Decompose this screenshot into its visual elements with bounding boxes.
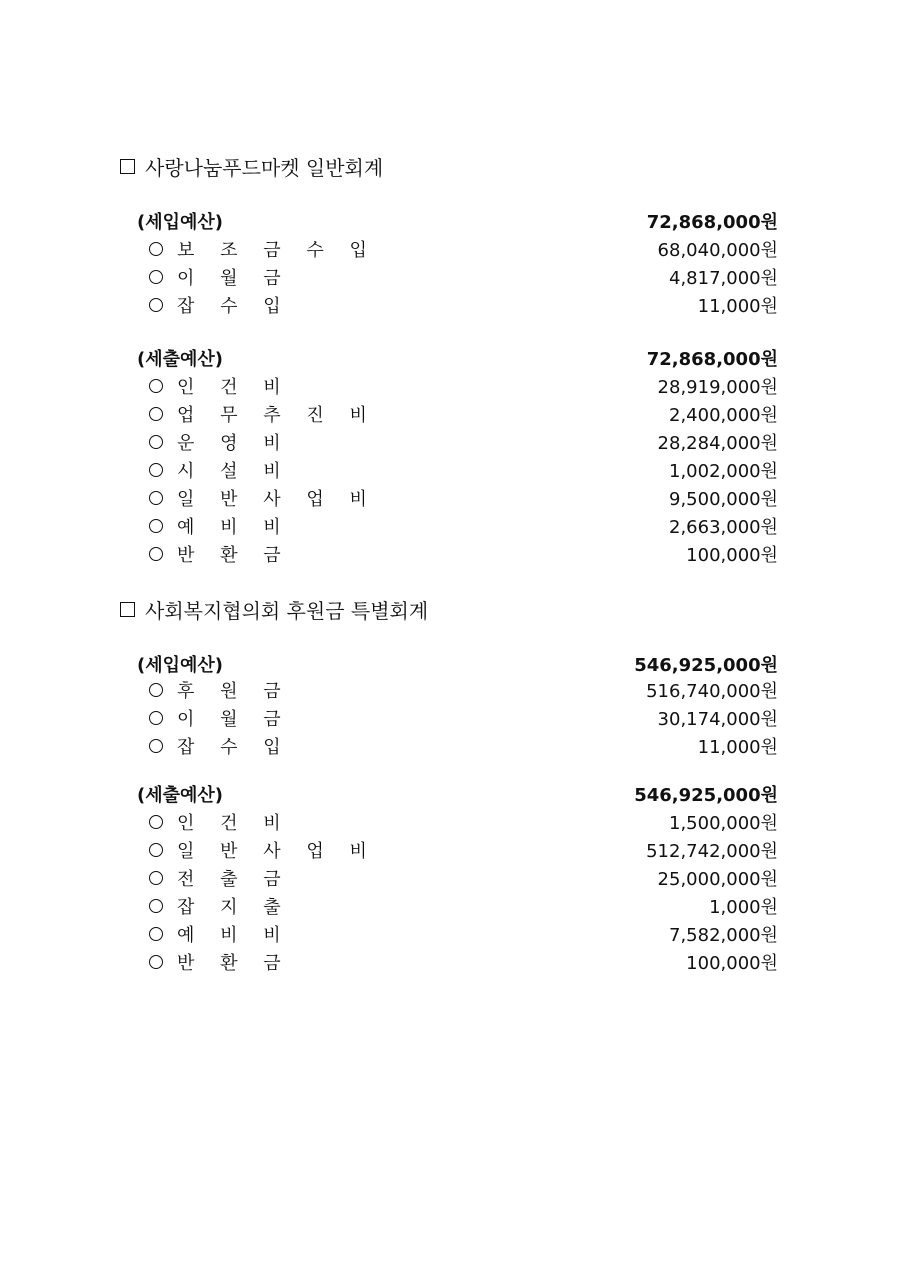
item-amount: 25,000,000원: [657, 869, 778, 890]
circle-bullet-icon: [149, 407, 163, 421]
item-label: 일 반 사 업 비: [177, 841, 377, 862]
item-label: 보 조 금 수 입: [177, 240, 377, 261]
item-amount: 1,002,000원: [669, 461, 778, 482]
item-label: 인 건 비: [177, 377, 291, 398]
item-label: 시 설 비: [177, 461, 291, 482]
item-label: 이 월 금: [177, 709, 291, 730]
circle-bullet-icon: [149, 379, 163, 393]
circle-bullet-icon: [149, 270, 163, 284]
circle-bullet-icon: [149, 899, 163, 913]
expense-total: 72,868,000원: [646, 349, 778, 370]
list-item: [0, 674, 900, 702]
circle-bullet-icon: [149, 298, 163, 312]
section-title-text: 사회복지협의회 후원금 특별회계: [145, 598, 429, 623]
section-title-text: 사랑나눔푸드마켓 일반회계: [145, 155, 384, 180]
expense-header: [0, 778, 900, 806]
list-item: [0, 370, 900, 398]
item-amount: 516,740,000원: [646, 681, 778, 702]
item-amount: 1,500,000원: [669, 813, 778, 834]
circle-bullet-icon: [149, 491, 163, 505]
income-total: 72,868,000원: [646, 212, 778, 233]
item-label: 운 영 비: [177, 433, 291, 454]
item-amount: 68,040,000원: [657, 240, 778, 261]
circle-bullet-icon: [149, 871, 163, 885]
item-amount: 1,000원: [709, 897, 778, 918]
item-label: 전 출 금: [177, 869, 291, 890]
item-amount: 9,500,000원: [669, 489, 778, 510]
list-item: [0, 730, 900, 758]
list-item: [0, 538, 900, 566]
list-item: [0, 834, 900, 862]
item-label: 예 비 비: [177, 925, 291, 946]
item-amount: 28,919,000원: [657, 377, 778, 398]
circle-bullet-icon: [149, 435, 163, 449]
circle-bullet-icon: [149, 683, 163, 697]
list-item: [0, 398, 900, 426]
checkbox-icon: [120, 602, 135, 617]
list-item: [0, 862, 900, 890]
item-amount: 11,000원: [697, 737, 778, 758]
item-label: 이 월 금: [177, 268, 291, 289]
list-item: [0, 261, 900, 289]
list-item: [0, 454, 900, 482]
income-label: (세입예산): [137, 655, 224, 676]
list-item: [0, 918, 900, 946]
circle-bullet-icon: [149, 242, 163, 256]
item-label: 잡 지 출: [177, 897, 291, 918]
item-amount: 2,400,000원: [669, 405, 778, 426]
circle-bullet-icon: [149, 711, 163, 725]
item-amount: 4,817,000원: [669, 268, 778, 289]
list-item: [0, 233, 900, 261]
expense-header: [0, 342, 900, 370]
income-header: [0, 205, 900, 233]
list-item: [0, 890, 900, 918]
list-item: [0, 289, 900, 317]
circle-bullet-icon: [149, 547, 163, 561]
list-item: [0, 510, 900, 538]
section-title: [120, 153, 383, 179]
item-label: 반 환 금: [177, 545, 291, 566]
item-label: 인 건 비: [177, 813, 291, 834]
item-amount: 28,284,000원: [657, 433, 778, 454]
circle-bullet-icon: [149, 955, 163, 969]
item-amount: 30,174,000원: [657, 709, 778, 730]
list-item: [0, 806, 900, 834]
circle-bullet-icon: [149, 927, 163, 941]
item-label: 반 환 금: [177, 953, 291, 974]
circle-bullet-icon: [149, 739, 163, 753]
item-label: 일 반 사 업 비: [177, 489, 377, 510]
circle-bullet-icon: [149, 843, 163, 857]
circle-bullet-icon: [149, 519, 163, 533]
list-item: [0, 426, 900, 454]
expense-label: (세출예산): [137, 349, 224, 370]
item-label: 예 비 비: [177, 517, 291, 538]
item-amount: 100,000원: [686, 545, 778, 566]
expense-label: (세출예산): [137, 785, 224, 806]
item-amount: 100,000원: [686, 953, 778, 974]
item-amount: 7,582,000원: [669, 925, 778, 946]
item-amount: 11,000원: [697, 296, 778, 317]
item-amount: 512,742,000원: [646, 841, 778, 862]
expense-total: 546,925,000원: [634, 785, 778, 806]
item-amount: 2,663,000원: [669, 517, 778, 538]
item-label: 잡 수 입: [177, 296, 291, 317]
list-item: [0, 946, 900, 974]
income-total: 546,925,000원: [634, 655, 778, 676]
item-label: 업 무 추 진 비: [177, 405, 377, 426]
item-label: 후 원 금: [177, 681, 291, 702]
income-header: [0, 648, 900, 676]
list-item: [0, 482, 900, 510]
list-item: [0, 702, 900, 730]
item-label: 잡 수 입: [177, 737, 291, 758]
circle-bullet-icon: [149, 815, 163, 829]
circle-bullet-icon: [149, 463, 163, 477]
checkbox-icon: [120, 159, 135, 174]
section-title: [120, 596, 428, 622]
income-label: (세입예산): [137, 212, 224, 233]
